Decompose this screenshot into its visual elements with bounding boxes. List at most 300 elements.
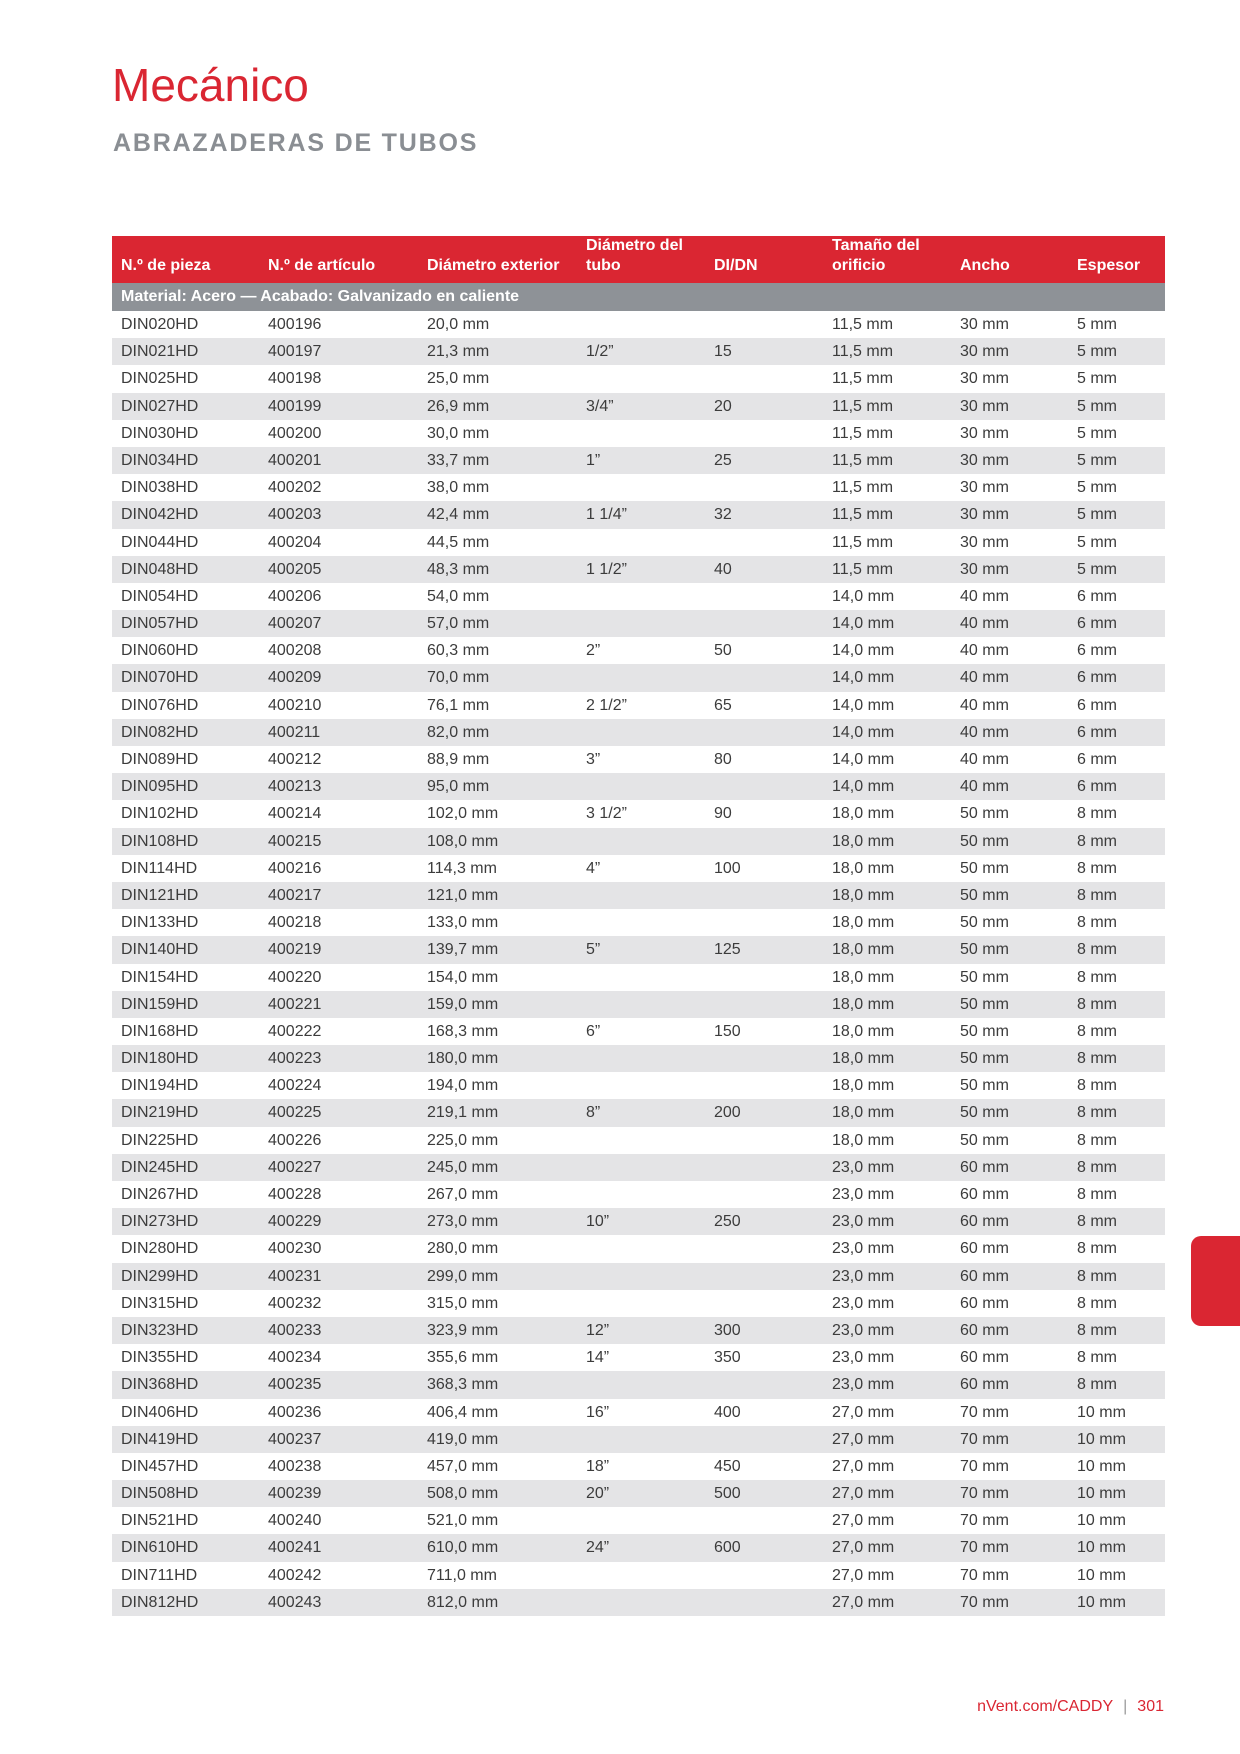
table-cell: 23,0 mm bbox=[832, 1240, 895, 1258]
table-cell: 50 mm bbox=[960, 941, 1009, 959]
table-cell: 50 mm bbox=[960, 805, 1009, 823]
table-cell: 57,0 mm bbox=[427, 615, 490, 633]
table-cell: 400212 bbox=[268, 751, 322, 768]
table-cell bbox=[705, 1181, 823, 1208]
table-cell: DIN133HD bbox=[121, 914, 199, 932]
table-cell: 180,0 mm bbox=[427, 1050, 499, 1068]
table-cell: DIN273HD bbox=[121, 1213, 199, 1231]
table-cell: 8 mm bbox=[1077, 968, 1117, 986]
header-part-number: N.º de pieza bbox=[121, 257, 211, 274]
table-cell: 200 bbox=[714, 1104, 741, 1122]
table-cell: 20 bbox=[714, 397, 732, 415]
table-cell: 10 mm bbox=[1077, 1512, 1126, 1530]
table-cell: 400214 bbox=[268, 805, 322, 823]
table-cell: 400218 bbox=[268, 914, 322, 932]
table-cell: 18,0 mm bbox=[832, 805, 895, 823]
table-cell: 18,0 mm bbox=[832, 1077, 895, 1095]
table-row bbox=[112, 1290, 1165, 1317]
table-cell: 400238 bbox=[268, 1457, 322, 1475]
page-title: Mecánico bbox=[112, 59, 309, 111]
table-cell bbox=[705, 828, 823, 855]
table-cell bbox=[705, 1263, 823, 1290]
table-cell: 70 mm bbox=[960, 1430, 1009, 1448]
table-cell: 80 bbox=[714, 751, 732, 768]
table-cell: 1 1/2” bbox=[586, 560, 627, 578]
table-header bbox=[112, 236, 1165, 283]
table-row bbox=[112, 1018, 1165, 1045]
table-cell: 23,0 mm bbox=[832, 1349, 895, 1367]
table-cell bbox=[705, 1154, 823, 1181]
table-cell: 6 mm bbox=[1077, 615, 1117, 633]
table-cell: DIN121HD bbox=[121, 886, 199, 904]
table-cell: DIN355HD bbox=[121, 1349, 199, 1367]
table-cell: 400229 bbox=[268, 1213, 322, 1231]
table-cell bbox=[577, 964, 705, 991]
table-cell bbox=[577, 719, 705, 746]
parts-table bbox=[112, 236, 1165, 1616]
table-cell: 400236 bbox=[268, 1403, 322, 1421]
table-cell: DIN299HD bbox=[121, 1267, 199, 1285]
table-cell: 27,0 mm bbox=[832, 1430, 895, 1448]
table-cell: 8 mm bbox=[1077, 832, 1117, 850]
table-cell: 400219 bbox=[268, 941, 322, 959]
table-cell: 299,0 mm bbox=[427, 1267, 499, 1285]
table-cell: 18” bbox=[586, 1457, 610, 1475]
table-cell bbox=[705, 719, 823, 746]
table-cell: 8 mm bbox=[1077, 1050, 1117, 1068]
table-cell: 14,0 mm bbox=[832, 587, 895, 605]
table-cell: 280,0 mm bbox=[427, 1240, 499, 1258]
table-cell: 8 mm bbox=[1077, 805, 1117, 823]
table-cell: 150 bbox=[714, 1022, 741, 1040]
table-cell: DIN154HD bbox=[121, 968, 199, 986]
table-row bbox=[112, 1507, 1165, 1534]
table-cell: 14” bbox=[586, 1349, 610, 1367]
table-cell bbox=[577, 583, 705, 610]
table-cell: 70 mm bbox=[960, 1539, 1009, 1557]
table-cell: 70 mm bbox=[960, 1566, 1009, 1584]
table-cell: DIN711HD bbox=[121, 1566, 198, 1584]
table-cell: 20” bbox=[586, 1485, 610, 1503]
table-cell: 6 mm bbox=[1077, 696, 1117, 714]
table-cell: 1 1/4” bbox=[586, 506, 627, 524]
table-cell bbox=[577, 311, 705, 338]
table-cell: 10 mm bbox=[1077, 1566, 1126, 1584]
table-cell: 27,0 mm bbox=[832, 1512, 895, 1530]
table-cell: DIN044HD bbox=[121, 533, 199, 551]
table-cell: 40 mm bbox=[960, 723, 1009, 741]
table-cell: DIN219HD bbox=[121, 1104, 199, 1122]
table-cell: 14,0 mm bbox=[832, 615, 895, 633]
table-cell: 11,5 mm bbox=[832, 506, 894, 524]
table-cell bbox=[577, 474, 705, 501]
table-row bbox=[112, 1480, 1165, 1507]
table-cell: 102,0 mm bbox=[427, 805, 499, 823]
table-cell: 8 mm bbox=[1077, 1267, 1117, 1285]
table-cell bbox=[577, 1263, 705, 1290]
table-cell: 400221 bbox=[268, 995, 322, 1013]
table-cell: 60 mm bbox=[960, 1240, 1009, 1258]
table-cell: 14,0 mm bbox=[832, 723, 895, 741]
footer bbox=[977, 1698, 1164, 1716]
table-cell: 11,5 mm bbox=[832, 560, 894, 578]
table-cell: DIN042HD bbox=[121, 506, 199, 524]
table-cell bbox=[705, 1589, 823, 1616]
table-cell: 108,0 mm bbox=[427, 832, 499, 850]
table-cell: 2” bbox=[586, 642, 601, 660]
table-cell: DIN267HD bbox=[121, 1186, 199, 1203]
table-cell: 27,0 mm bbox=[832, 1539, 895, 1557]
table-cell: 76,1 mm bbox=[427, 696, 490, 714]
table-cell: 50 mm bbox=[960, 1077, 1009, 1095]
table-cell bbox=[705, 1507, 823, 1534]
table-cell: 250 bbox=[714, 1213, 741, 1231]
table-cell bbox=[577, 1072, 705, 1099]
table-cell: 406,4 mm bbox=[427, 1403, 499, 1421]
header-hole-size: Tamaño del orificio bbox=[832, 237, 920, 274]
table-row bbox=[112, 1426, 1165, 1453]
table-cell: 521,0 mm bbox=[427, 1512, 499, 1530]
table-cell: 600 bbox=[714, 1539, 741, 1557]
table-cell: 5 mm bbox=[1077, 560, 1117, 578]
table-cell: DIN419HD bbox=[121, 1430, 199, 1448]
table-cell: 400209 bbox=[268, 669, 322, 687]
table-cell: DIN812HD bbox=[121, 1593, 199, 1611]
table-cell: 400223 bbox=[268, 1050, 322, 1068]
table-row bbox=[112, 1045, 1165, 1072]
table-cell: 25 bbox=[714, 451, 732, 469]
table-cell: 5 mm bbox=[1077, 316, 1117, 333]
table-cell bbox=[577, 882, 705, 909]
table-cell bbox=[705, 909, 823, 936]
table-row bbox=[112, 501, 1165, 528]
table-cell: DIN054HD bbox=[121, 587, 199, 605]
table-cell: 11,5 mm bbox=[832, 343, 894, 361]
table-cell: 245,0 mm bbox=[427, 1158, 499, 1176]
table-cell: DIN225HD bbox=[121, 1131, 199, 1149]
table-row bbox=[112, 637, 1165, 664]
table-cell bbox=[577, 1235, 705, 1262]
table-cell bbox=[705, 1290, 823, 1317]
section-subtitle: ABRAZADERAS DE TUBOS bbox=[113, 129, 479, 157]
table-cell bbox=[705, 420, 823, 447]
table-cell: DIN406HD bbox=[121, 1403, 199, 1421]
table-cell: 400234 bbox=[268, 1349, 322, 1367]
table-cell: 315,0 mm bbox=[427, 1294, 499, 1312]
table-cell: DIN280HD bbox=[121, 1240, 199, 1258]
table-cell: DIN020HD bbox=[121, 316, 199, 333]
table-cell bbox=[577, 1045, 705, 1072]
table-cell bbox=[705, 1045, 823, 1072]
table-cell: 400235 bbox=[268, 1376, 322, 1394]
table-cell bbox=[705, 1562, 823, 1589]
table-cell: 400222 bbox=[268, 1022, 322, 1040]
table-cell: 3/4” bbox=[586, 397, 614, 415]
table-row bbox=[112, 1154, 1165, 1181]
table-row bbox=[112, 365, 1165, 392]
table-row bbox=[112, 991, 1165, 1018]
table-cell: 8 mm bbox=[1077, 1213, 1117, 1231]
table-cell: 400205 bbox=[268, 560, 322, 578]
table-row bbox=[112, 420, 1165, 447]
table-cell: 419,0 mm bbox=[427, 1430, 499, 1448]
table-row bbox=[112, 936, 1165, 963]
table-cell: 16” bbox=[586, 1403, 610, 1421]
table-row bbox=[112, 1534, 1165, 1561]
table-cell: 23,0 mm bbox=[832, 1376, 895, 1394]
table-cell: 60 mm bbox=[960, 1294, 1009, 1312]
table-row bbox=[112, 1344, 1165, 1371]
table-cell: 27,0 mm bbox=[832, 1593, 895, 1611]
table-row bbox=[112, 1235, 1165, 1262]
table-cell: 6 mm bbox=[1077, 587, 1117, 605]
table-cell: 18,0 mm bbox=[832, 1022, 895, 1040]
table-cell: 30 mm bbox=[960, 316, 1009, 333]
table-cell: DIN108HD bbox=[121, 832, 199, 850]
table-cell: 400217 bbox=[268, 886, 322, 904]
table-cell: 30 mm bbox=[960, 451, 1009, 469]
table-cell: 8 mm bbox=[1077, 1240, 1117, 1258]
table-cell: 194,0 mm bbox=[427, 1077, 499, 1095]
table-cell: 6 mm bbox=[1077, 751, 1117, 768]
table-cell: 65 bbox=[714, 696, 732, 714]
table-cell: 8 mm bbox=[1077, 1104, 1117, 1122]
table-cell: 711,0 mm bbox=[427, 1566, 497, 1584]
table-row bbox=[112, 828, 1165, 855]
table-cell: 11,5 mm bbox=[832, 451, 894, 469]
table-cell: 3” bbox=[586, 751, 601, 768]
table-cell: 400225 bbox=[268, 1104, 322, 1122]
table-cell: 18,0 mm bbox=[832, 968, 895, 986]
table-cell: DIN102HD bbox=[121, 805, 199, 823]
table-cell: 27,0 mm bbox=[832, 1457, 895, 1475]
table-cell: DIN070HD bbox=[121, 669, 199, 687]
table-cell bbox=[705, 664, 823, 691]
table-cell: 50 mm bbox=[960, 968, 1009, 986]
table-cell: 23,0 mm bbox=[832, 1186, 895, 1203]
table-cell: 18,0 mm bbox=[832, 941, 895, 959]
table-cell: 33,7 mm bbox=[427, 451, 490, 469]
table-cell: 1” bbox=[586, 451, 601, 469]
table-cell: 154,0 mm bbox=[427, 968, 499, 986]
table-cell: DIN082HD bbox=[121, 723, 199, 741]
header-article-number: N.º de artículo bbox=[268, 257, 376, 274]
table-cell bbox=[705, 773, 823, 800]
table-cell bbox=[577, 420, 705, 447]
table-cell: 400240 bbox=[268, 1512, 322, 1530]
table-cell: 610,0 mm bbox=[427, 1539, 499, 1557]
table-cell: 139,7 mm bbox=[427, 941, 499, 959]
table-cell: 400210 bbox=[268, 696, 322, 714]
table-cell: 14,0 mm bbox=[832, 696, 895, 714]
table-cell: 6 mm bbox=[1077, 669, 1117, 687]
table-cell: 18,0 mm bbox=[832, 859, 895, 877]
table-cell: 14,0 mm bbox=[832, 778, 895, 796]
table-cell: DIN057HD bbox=[121, 615, 199, 633]
table-cell: 54,0 mm bbox=[427, 587, 490, 605]
table-cell bbox=[705, 365, 823, 392]
table-cell bbox=[577, 1507, 705, 1534]
footer-separator: | bbox=[1123, 1698, 1128, 1715]
table-cell: DIN180HD bbox=[121, 1050, 199, 1068]
table-cell: 400206 bbox=[268, 587, 322, 605]
table-cell: 121,0 mm bbox=[427, 886, 499, 904]
table-cell: 273,0 mm bbox=[427, 1213, 499, 1231]
table-cell: 70 mm bbox=[960, 1512, 1009, 1530]
table-cell: 5” bbox=[586, 941, 601, 959]
table-cell: 8 mm bbox=[1077, 1022, 1117, 1040]
table-cell: DIN159HD bbox=[121, 995, 199, 1013]
table-cell: 8 mm bbox=[1077, 1376, 1117, 1394]
table-cell bbox=[705, 311, 823, 338]
table-cell bbox=[577, 1589, 705, 1616]
table-row bbox=[112, 311, 1165, 338]
table-cell: DIN323HD bbox=[121, 1321, 199, 1339]
table-cell bbox=[705, 1426, 823, 1453]
table-cell: DIN521HD bbox=[121, 1512, 199, 1530]
table-cell: 50 mm bbox=[960, 995, 1009, 1013]
table-cell: 114,3 mm bbox=[427, 859, 497, 877]
table-cell: 323,9 mm bbox=[427, 1321, 499, 1339]
table-cell: 8 mm bbox=[1077, 886, 1117, 904]
table-cell bbox=[705, 610, 823, 637]
table-cell bbox=[577, 610, 705, 637]
table-row bbox=[112, 855, 1165, 882]
table-cell: 400211 bbox=[268, 723, 321, 741]
material-group-label: Material: Acero — Acabado: Galvanizado en caliente bbox=[112, 283, 1165, 311]
table-cell: 125 bbox=[714, 941, 741, 959]
table-body bbox=[112, 311, 1165, 1616]
table-row bbox=[112, 800, 1165, 827]
table-cell: 400224 bbox=[268, 1077, 322, 1095]
table-cell: 60 mm bbox=[960, 1376, 1009, 1394]
table-cell: 10” bbox=[586, 1213, 610, 1231]
table-cell: 400233 bbox=[268, 1321, 322, 1339]
table-cell: 4” bbox=[586, 859, 601, 877]
table-cell: 60 mm bbox=[960, 1158, 1009, 1176]
table-cell: DIN027HD bbox=[121, 397, 199, 415]
table-cell: 11,5 mm bbox=[832, 533, 894, 551]
table-cell: DIN114HD bbox=[121, 859, 198, 877]
table-cell: 70 mm bbox=[960, 1593, 1009, 1611]
table-cell: 18,0 mm bbox=[832, 832, 895, 850]
table-row bbox=[112, 1099, 1165, 1126]
table-row bbox=[112, 964, 1165, 991]
table-cell: 400239 bbox=[268, 1485, 322, 1503]
table-cell: 50 mm bbox=[960, 1104, 1009, 1122]
table-cell: 400207 bbox=[268, 615, 322, 633]
table-cell: DIN021HD bbox=[121, 343, 199, 361]
table-cell: 100 bbox=[714, 859, 741, 877]
table-cell: 82,0 mm bbox=[427, 723, 490, 741]
table-cell: 400215 bbox=[268, 832, 322, 850]
table-cell: 8 mm bbox=[1077, 1077, 1117, 1095]
table-cell: 90 bbox=[714, 805, 732, 823]
table-cell: 400220 bbox=[268, 968, 322, 986]
table-cell: 219,1 mm bbox=[427, 1104, 499, 1122]
table-cell: 8 mm bbox=[1077, 914, 1117, 932]
table-cell: 400231 bbox=[268, 1267, 322, 1285]
table-cell bbox=[577, 1371, 705, 1398]
table-cell: 40 bbox=[714, 560, 732, 578]
table-cell bbox=[577, 773, 705, 800]
table-cell: 8 mm bbox=[1077, 1186, 1117, 1203]
table-cell: 23,0 mm bbox=[832, 1213, 895, 1231]
table-row bbox=[112, 664, 1165, 691]
table-cell: 42,4 mm bbox=[427, 506, 490, 524]
table-cell: 8” bbox=[586, 1104, 601, 1122]
table-cell bbox=[705, 1072, 823, 1099]
table-cell bbox=[705, 1371, 823, 1398]
table-cell: 6 mm bbox=[1077, 642, 1117, 660]
table-cell: 400241 bbox=[268, 1539, 322, 1557]
table-cell: 50 mm bbox=[960, 832, 1009, 850]
table-cell bbox=[705, 474, 823, 501]
table-cell: DIN060HD bbox=[121, 642, 199, 660]
table-cell: 400200 bbox=[268, 424, 322, 442]
table-cell bbox=[577, 1562, 705, 1589]
table-cell: DIN245HD bbox=[121, 1158, 199, 1176]
table-cell: 50 mm bbox=[960, 914, 1009, 932]
table-cell: 5 mm bbox=[1077, 343, 1117, 361]
table-row bbox=[112, 773, 1165, 800]
table-cell: 40 mm bbox=[960, 751, 1009, 768]
table-cell: 14,0 mm bbox=[832, 751, 895, 768]
table-row bbox=[112, 719, 1165, 746]
table-cell: 400242 bbox=[268, 1566, 322, 1584]
table-cell: 23,0 mm bbox=[832, 1321, 895, 1339]
table-cell: 10 mm bbox=[1077, 1593, 1126, 1611]
footer-site-link[interactable]: nVent.com/CADDY bbox=[977, 1698, 1114, 1715]
table-cell: 8 mm bbox=[1077, 995, 1117, 1013]
table-cell: DIN457HD bbox=[121, 1457, 199, 1475]
table-row bbox=[112, 1453, 1165, 1480]
section-tab bbox=[1191, 1236, 1240, 1326]
table-row bbox=[112, 1399, 1165, 1426]
table-cell: DIN089HD bbox=[121, 751, 199, 768]
table-row bbox=[112, 474, 1165, 501]
table-cell: 27,0 mm bbox=[832, 1403, 895, 1421]
table-cell: 267,0 mm bbox=[427, 1186, 499, 1203]
table-row bbox=[112, 338, 1165, 365]
table-row bbox=[112, 882, 1165, 909]
table-cell bbox=[705, 964, 823, 991]
table-cell: DIN315HD bbox=[121, 1294, 199, 1312]
table-cell: 15 bbox=[714, 343, 732, 361]
header-outer-diameter: Diámetro exterior bbox=[427, 257, 560, 274]
table-row bbox=[112, 1562, 1165, 1589]
table-cell: 70,0 mm bbox=[427, 669, 490, 687]
table-cell: 6 mm bbox=[1077, 723, 1117, 741]
table-cell: 11,5 mm bbox=[832, 424, 894, 442]
table-cell: 32 bbox=[714, 506, 732, 524]
table-cell: 30 mm bbox=[960, 424, 1009, 442]
table-cell: 400232 bbox=[268, 1294, 322, 1312]
table-cell: 20,0 mm bbox=[427, 316, 490, 333]
table-cell: 450 bbox=[714, 1457, 741, 1475]
table-cell: 30 mm bbox=[960, 560, 1009, 578]
table-cell: 300 bbox=[714, 1321, 741, 1339]
table-cell: 14,0 mm bbox=[832, 642, 895, 660]
table-cell: 70 mm bbox=[960, 1485, 1009, 1503]
table-cell bbox=[577, 1127, 705, 1154]
table-row bbox=[112, 529, 1165, 556]
table-cell: 10 mm bbox=[1077, 1457, 1126, 1475]
table-cell: 3 1/2” bbox=[586, 805, 627, 823]
table-cell: 6 mm bbox=[1077, 778, 1117, 796]
table-cell: 8 mm bbox=[1077, 1294, 1117, 1312]
table-cell: 10 mm bbox=[1077, 1430, 1126, 1448]
